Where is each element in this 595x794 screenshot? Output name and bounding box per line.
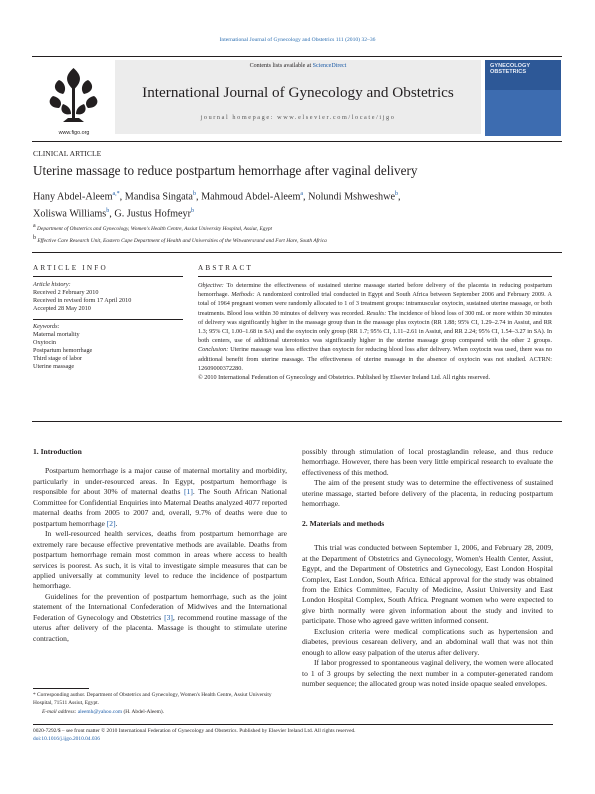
abstract-rule	[198, 276, 552, 277]
affiliation-item	[33, 222, 553, 234]
author-name: Nolundi Mshweshwe	[308, 191, 396, 203]
author-name: Hany Abdel-Aleem	[33, 191, 113, 203]
intro-text: , recommend routine massage of the uterus after delivery of the placenta. Massage is thought to stimulate uterine contraction,	[33, 612, 287, 643]
author-name: Mahmoud Abdel-Aleem	[201, 191, 301, 203]
author-affil-sup[interactable]: b	[192, 191, 196, 197]
affiliation-sup: a	[33, 223, 36, 229]
email-suffix: (H. Abdel-Aleem).	[122, 708, 165, 715]
corresponding-author-note: * Corresponding author. Department of Obstetrics and Gynecology, Women's Health Centre, Assiut University Hospital, 71511 Assiut, Egypt.	[33, 692, 272, 707]
affiliations	[33, 222, 553, 246]
keyword: Uterine massage	[33, 363, 75, 371]
author-line-1: Hany Abdel-Aleem$^{a,*}$, Mandisa Singata$^b$, Mahmoud Abdel-Aleem$^a$, Nolundi Mshweshwe$^b$,	[33, 191, 401, 203]
methods-paragraph-1: This trial was conducted between September 1, 2006, and February 28, 2009, at the Department of Obstetrics and Gynecology, Women's Health Center, Assiut, Egypt, and the Department of Obstetrics and Gynecology, East London Hospital Complex, East London, South Africa. Ethical approval for the study was obtained from the Ethics Committee, Faculty of Medicine, Assiut University and East London Hospital Complex, South Africa. Pregnant women who were expected to give birth normally were given information about the study and invited to participate. Those who agreed gave written informed consent.	[302, 543, 553, 626]
keyword: Oxytocin	[33, 339, 57, 347]
contents-prefix: Contents lists available at	[249, 63, 313, 69]
article-info	[33, 281, 183, 313]
email-line	[33, 708, 287, 716]
author-affil-sup[interactable]: a,*	[112, 191, 120, 197]
citation-link[interactable]: [2]	[106, 518, 116, 528]
results-label: Results:	[366, 309, 387, 317]
history-item: Accepted 28 May 2010	[33, 305, 91, 313]
right-column	[302, 447, 553, 690]
citation-link[interactable]: [1]	[184, 487, 193, 497]
conclusion-label: Conclusion:	[198, 346, 229, 354]
affiliation-text: Effective Care Research Unit, Eastern Cape Department of Health and Universities of the Witwatersrand and Fort Hare, South Africa	[37, 237, 327, 244]
objective-text: To determine the effectiveness of sustained uterine massage started before delivery of the placenta in reducing postpartum hemorrhage.	[198, 282, 552, 299]
email-label: E-mail address:	[42, 708, 77, 715]
citation-link[interactable]: [3]	[164, 612, 173, 622]
history-item: Received in revised form 17 April 2010	[33, 297, 132, 305]
email-link[interactable]: aleemh@yahoo.com	[77, 708, 123, 715]
methods-label: Methods:	[231, 291, 255, 299]
front-matter	[33, 727, 553, 744]
abstract-bottom-rule	[32, 421, 562, 422]
cover-strip	[485, 90, 561, 136]
footnote	[33, 691, 287, 716]
affiliations-rule	[32, 252, 562, 253]
author-name: G. Justus Hofmeyr	[114, 208, 192, 220]
author-affil-sup[interactable]: b	[106, 208, 110, 215]
methods-heading: 2. Materials and methods	[302, 518, 385, 528]
footnote-rule	[33, 688, 89, 689]
author-affil-sup[interactable]: b	[191, 208, 195, 215]
keyword: Maternal mortality	[33, 331, 80, 339]
abstract-copyright: © 2010 International Federation of Gynecology and Obstetrics. Published by Elsevier Ireland Ltd. All rights reserved.	[198, 374, 491, 382]
keywords	[33, 323, 183, 372]
affiliation-sup: b	[33, 234, 36, 241]
article-info-heading: ARTICLE INFO	[33, 264, 108, 272]
affiliation-item	[33, 234, 553, 246]
article-info-rule	[33, 276, 183, 277]
right-paragraph-2: The aim of the present study was to determine the effectiveness of sustained uterine massage, started before delivery of the placenta, in reducing postpartum hemorrhage.	[302, 478, 553, 509]
author-list	[33, 187, 553, 222]
journal-cover-thumbnail	[485, 60, 561, 136]
keyword: Postpartum hemorrhage	[33, 347, 93, 355]
intro-paragraph-2: In well-resourced health services, deaths from postpartum hemorrhage are extremely rare because effective preventative methods are available. Deaths from postpartum hemorrhage remain most common in areas where access to health services is poorest. As such, it is vital to investigate simple measures that can be applied universally at community level to reduce the incidence of postpartum hemorrhage.	[33, 529, 287, 591]
publisher-logo-text: www.figo.org	[58, 130, 90, 136]
journal-homepage[interactable]: journal homepage: www.elsevier.com/locate/ijgo	[200, 114, 396, 121]
methods-text: A randomized controlled trial conducted in Egypt and South Africa between September 2006 and February 2009. A total of 1964 pregnant women were randomly allocated to 1 of 3 treatment groups: intramuscular oxytocin, sustained uterine massage, or both treatments. Blood loss within 30 minutes of delivery was recorded.	[198, 291, 552, 317]
contents-line	[115, 63, 481, 69]
history-item: Received 2 February 2010	[33, 289, 99, 297]
intro-text: Guidelines for the prevention of postpartum hemorrhage, such as the joint statement of the International Confederation of Midwives and the International Federation of Gynecology and Obstetrics	[33, 591, 287, 622]
issn-line: 0020-7292/$ – see front matter © 2010 International Federation of Gynecology and Obstetrics. Published by Elsevier Ireland Ltd. All rights reserved.	[33, 728, 356, 734]
methods-paragraph-2: Exclusion criteria were medical complications such as hypertension and diabetes, previous cesarean delivery, and an abdominal wall that was not thin enough to allow easy palpation of the uterus after delivery.	[302, 626, 553, 657]
publisher-logo	[33, 60, 115, 138]
journal-reference[interactable]: International Journal of Gynecology and Obstetrics 111 (2010) 32–36	[219, 37, 376, 43]
right-paragraph-1: possibly through stimulation of local prostaglandin release, and thus reduce hemorrhage. However, there has been very little empirical research to evaluate the effectiveness of this method.	[302, 447, 553, 477]
article-title: Uterine massage to reduce postpartum hemorrhage after vaginal delivery	[33, 163, 418, 178]
figo-tree-icon	[33, 60, 115, 138]
article-type: CLINICAL ARTICLE	[33, 149, 102, 158]
author-name: Mandisa Singata	[124, 191, 193, 203]
methods-paragraph-3: If labor progressed to spontaneous vaginal delivery, the women were allocated to 1 of 3 groups by selecting the next number in a computer-generated random number sequence; the allocated group was noted inside opaque sealed envelopes.	[302, 658, 553, 689]
results-text: The incidence of blood loss of 300 mL or more within 30 minutes of delivery was significantly higher in the massage group than in the massage plus oxytocin (RR 1.88; 95% CI, 1.29–2.74 in Assiut, and RR 1.3; 95% CI, 1.00–1.68 in SA) and the oxytocin only group (RR 1.7; 95% CI, 1.11–2.61 in Assiut, and RR 2.24; 95% CI, 1.54–3.27 in SA). In both centers, use of additional uterotonics was significantly higher in the uterine massage group compared with the other 2 groups.	[198, 309, 552, 345]
journal-title: International Journal of Gynecology and Obstetrics	[142, 84, 454, 101]
abstract-body	[198, 281, 552, 382]
header-top-rule	[32, 56, 562, 57]
affiliation-text: Department of Obstetrics and Gynecology, Women's Health Centre, Assiut University Hospital, Assiut, Egypt	[37, 225, 273, 232]
objective-label: Objective:	[198, 282, 224, 289]
intro-paragraph-1	[33, 466, 287, 529]
author-affil-sup[interactable]: a	[300, 191, 304, 197]
intro-text: .	[115, 518, 118, 528]
header-bottom-rule	[32, 141, 562, 142]
doi-link[interactable]: doi:10.1016/j.ijgo.2010.04.036	[33, 736, 100, 743]
intro-paragraph-3	[33, 592, 287, 644]
author-line-2: Xoliswa Williams$^b$, G. Justus Hofmeyr$^b$	[33, 208, 195, 220]
abstract-heading: ABSTRACT	[198, 264, 254, 272]
intro-text: . The South African National Committee for Confidential Enquiries into Maternal Deaths analyzed 4077 reported maternal deaths from 2005 to 2007 and, overall, 9.7% of deaths were due to postpartum hemorrhage	[33, 487, 288, 528]
introduction-heading: 1. Introduction	[33, 447, 82, 456]
keywords-rule	[33, 319, 183, 320]
history-label: Article history:	[33, 281, 71, 288]
intro-text: Postpartum hemorrhage is a major cause of maternal mortality and morbidity, particularly in under-resourced areas. In Egypt, postpartum hemorrhage is responsible for about 30% of maternal deaths	[33, 466, 287, 497]
author-name: Xoliswa Williams	[33, 208, 107, 220]
sciencedirect-link[interactable]: ScienceDirect	[312, 63, 347, 69]
cover-title: GYNECOLOGY OBSTETRICS	[490, 63, 530, 75]
keywords-label: Keywords:	[33, 323, 60, 330]
conclusion-text: Uterine massage was less effective than oxytocin for reducing blood loss after delivery. When oxytocin was used, there was no additional benefit from uterine massage. The effectiveness of uterine massage in the absence of oxytocin was not studied. ACTRN: 12609000372280.	[198, 346, 552, 372]
bottom-rule	[33, 724, 553, 725]
left-column	[33, 447, 287, 644]
author-affil-sup[interactable]: b	[395, 191, 399, 197]
keyword: Third stage of labor	[33, 355, 82, 363]
